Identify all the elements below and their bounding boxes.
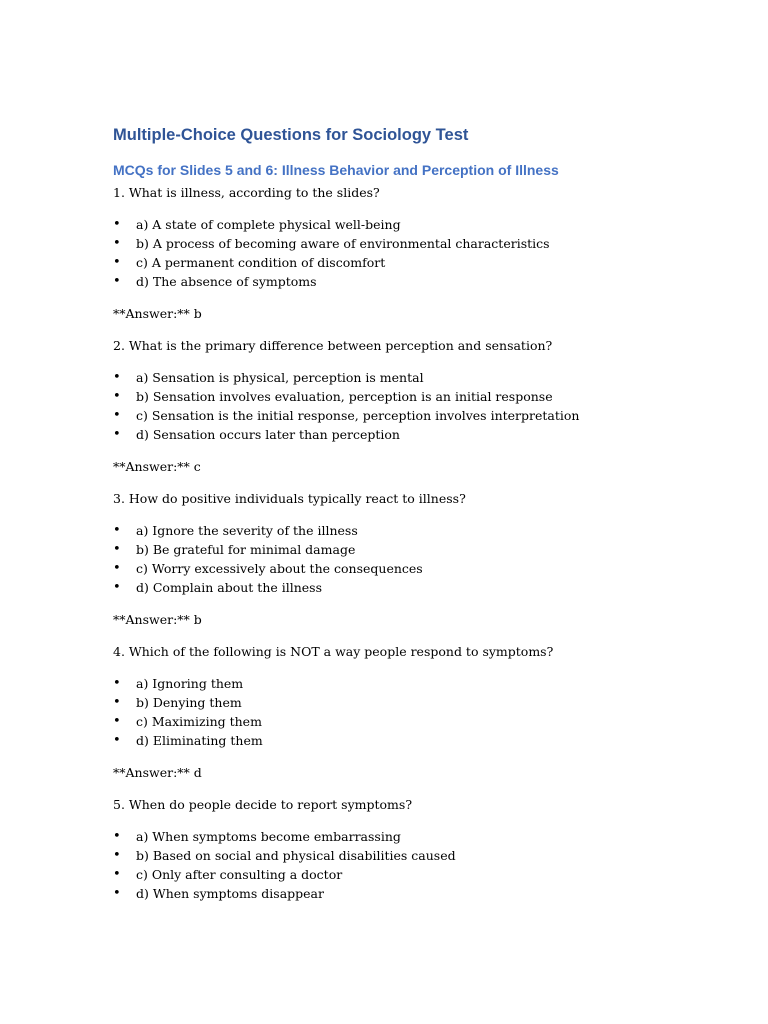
bullet-icon: •	[113, 829, 121, 844]
option-text: d) Sensation occurs later than perception	[136, 427, 400, 442]
question-text: 2. What is the primary difference between perception and sensation?	[113, 338, 553, 353]
option-item	[113, 884, 713, 903]
bullet-icon: •	[113, 542, 121, 557]
bullet-icon: •	[113, 370, 121, 385]
bullet-icon: •	[113, 236, 121, 251]
option-item	[113, 406, 713, 425]
question-block	[113, 183, 713, 323]
option-text: a) When symptoms become embarrassing	[136, 829, 401, 844]
option-item	[113, 827, 713, 846]
bullet-icon: •	[113, 714, 121, 729]
option-item	[113, 674, 713, 693]
bullet-icon: •	[113, 580, 121, 595]
option-text: d) When symptoms disappear	[136, 886, 324, 901]
bullet-icon: •	[113, 733, 121, 748]
option-text: b) Based on social and physical disabilities caused	[136, 848, 456, 863]
bullet-icon: •	[113, 408, 121, 423]
option-list	[113, 827, 713, 903]
option-item	[113, 578, 713, 597]
option-item	[113, 368, 713, 387]
option-item	[113, 215, 713, 234]
option-text: c) Sensation is the initial response, perception involves interpretation	[136, 408, 580, 423]
section-title: MCQs for Slides 5 and 6: Illness Behavior and Perception of Illness	[113, 162, 559, 178]
option-item	[113, 425, 713, 444]
answer-text: **Answer:** b	[113, 612, 202, 627]
option-list	[113, 674, 713, 750]
option-item	[113, 712, 713, 731]
option-item	[113, 731, 713, 750]
option-text: a) Sensation is physical, perception is mental	[136, 370, 424, 385]
bullet-icon: •	[113, 676, 121, 691]
question-text: 5. When do people decide to report symptoms?	[113, 797, 413, 812]
question-text: 4. Which of the following is NOT a way people respond to symptoms?	[113, 644, 554, 659]
bullet-icon: •	[113, 217, 121, 232]
bullet-icon: •	[113, 255, 121, 270]
option-item	[113, 253, 713, 272]
option-text: c) Only after consulting a doctor	[136, 867, 343, 882]
document-content	[113, 123, 713, 916]
question-text: 1. What is illness, according to the slides?	[113, 185, 380, 200]
bullet-icon: •	[113, 389, 121, 404]
answer-text: **Answer:** d	[113, 765, 202, 780]
option-text: a) A state of complete physical well-being	[136, 217, 401, 232]
option-text: a) Ignore the severity of the illness	[136, 523, 358, 538]
answer-text: **Answer:** c	[113, 459, 201, 474]
option-list	[113, 368, 713, 444]
question-block	[113, 642, 713, 782]
answer-text: **Answer:** b	[113, 306, 202, 321]
option-item	[113, 865, 713, 884]
option-item	[113, 234, 713, 253]
option-text: b) A process of becoming aware of environmental characteristics	[136, 236, 550, 251]
option-text: d) The absence of symptoms	[136, 274, 317, 289]
option-text: c) Maximizing them	[136, 714, 262, 729]
option-text: c) A permanent condition of discomfort	[136, 255, 386, 270]
option-list	[113, 521, 713, 597]
option-item	[113, 559, 713, 578]
bullet-icon: •	[113, 867, 121, 882]
question-text: 3. How do positive individuals typically react to illness?	[113, 491, 466, 506]
option-text: c) Worry excessively about the consequences	[136, 561, 423, 576]
bullet-icon: •	[113, 848, 121, 863]
option-list	[113, 215, 713, 291]
option-item	[113, 387, 713, 406]
option-text: b) Be grateful for minimal damage	[136, 542, 356, 557]
option-item	[113, 540, 713, 559]
bullet-icon: •	[113, 695, 121, 710]
bullet-icon: •	[113, 523, 121, 538]
bullet-icon: •	[113, 561, 121, 576]
bullet-icon: •	[113, 886, 121, 901]
option-item	[113, 846, 713, 865]
bullet-icon: •	[113, 427, 121, 442]
question-block	[113, 336, 713, 476]
option-text: d) Complain about the illness	[136, 580, 323, 595]
question-block	[113, 489, 713, 629]
option-item	[113, 693, 713, 712]
option-text: a) Ignoring them	[136, 676, 244, 691]
option-text: b) Sensation involves evaluation, perception is an initial response	[136, 389, 553, 404]
option-text: d) Eliminating them	[136, 733, 263, 748]
option-item	[113, 521, 713, 540]
option-text: b) Denying them	[136, 695, 242, 710]
document-title: Multiple-Choice Questions for Sociology Test	[113, 126, 469, 144]
bullet-icon: •	[113, 274, 121, 289]
question-block	[113, 795, 713, 903]
option-item	[113, 272, 713, 291]
